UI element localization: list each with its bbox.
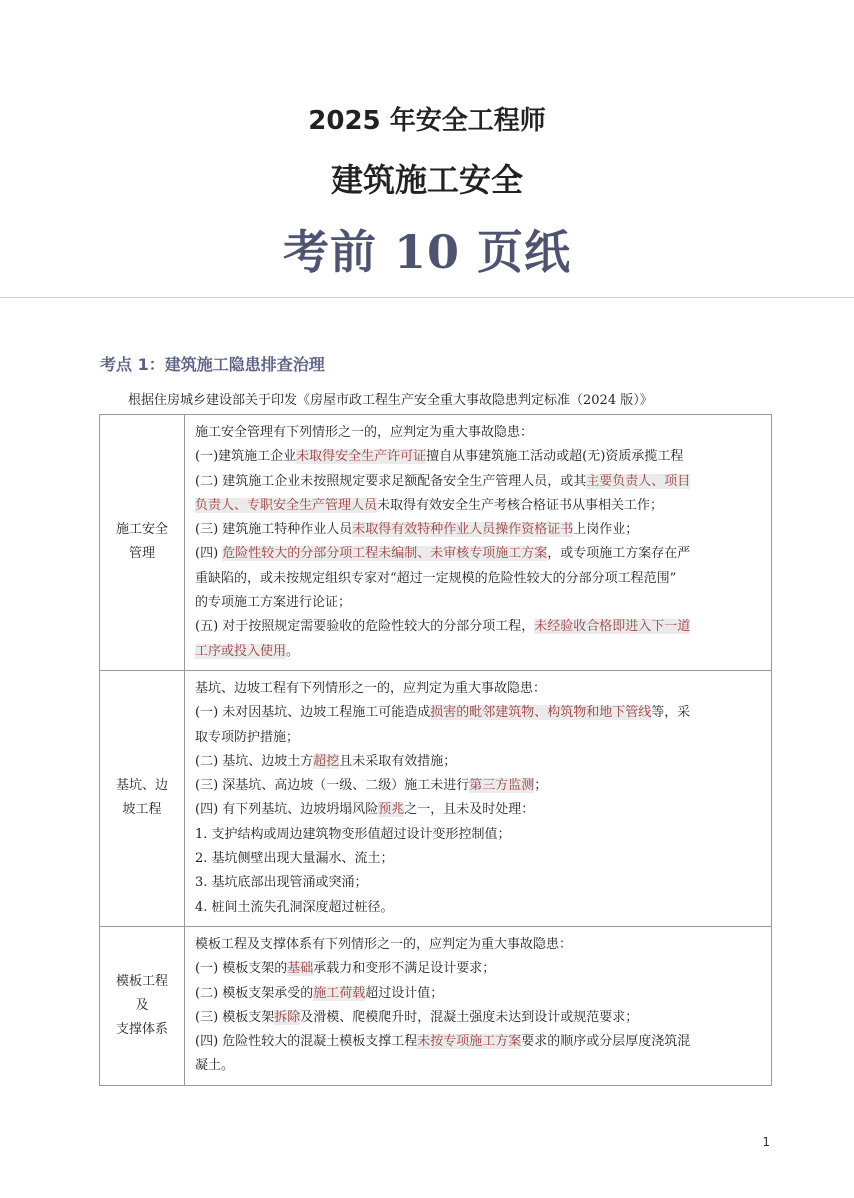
text-segment: (四)	[195, 546, 223, 562]
content-line	[195, 591, 763, 615]
content-line	[195, 896, 763, 920]
document-header	[0, 0, 854, 298]
text-segment: (二) 基坑、边坡土方	[195, 753, 314, 769]
text-segment: 要求的顺序或分层厚度浇筑混	[521, 1034, 691, 1050]
text-segment: 及滑模、爬模爬升时，混凝土强度未达到设计或规范要求；	[300, 1009, 639, 1025]
content-line	[195, 798, 763, 822]
highlighted-text: 未取得安全生产许可证	[296, 449, 427, 465]
content-line	[195, 494, 763, 518]
highlighted-text: 超挖	[313, 753, 340, 769]
text-segment: 上岗作业；	[573, 522, 639, 538]
page-number: 1	[762, 1135, 770, 1149]
text-segment: 2. 基坑侧壁出现大量漏水、流土；	[195, 851, 394, 867]
section-intro: 根据住房城乡建设部关于印发《房屋市政工程生产安全重大事故隐患判定标准（2024 版）》	[128, 393, 653, 408]
content-line	[195, 701, 763, 725]
content-cell	[185, 415, 772, 671]
content-line	[195, 1006, 763, 1030]
content-cell	[185, 670, 772, 926]
text-segment: 未取得有效安全生产考核合格证书从事相关工作；	[377, 497, 664, 513]
content-line	[195, 957, 763, 981]
content-line	[195, 470, 763, 494]
highlighted-text: 未取得有效特种作业人员操作资格证书	[352, 522, 574, 538]
header-subject-title: 建筑施工安全	[330, 161, 523, 199]
text-segment: (五) 对于按照规定需要验收的危险性较大的分部分项工程，	[195, 619, 535, 635]
text-segment: (一) 模板支架的	[195, 961, 288, 977]
text-segment: 承载力和变形不满足设计要求；	[313, 961, 496, 977]
highlighted-text: 工序或投入使用	[195, 643, 287, 659]
highlighted-text: 负责人、专职安全生产管理人员	[195, 497, 378, 513]
category-label: 模板工程	[115, 973, 168, 989]
text-segment: 之一，且未及时处理：	[404, 802, 535, 818]
category-label: 坡工程	[122, 802, 162, 818]
content-line	[195, 1054, 763, 1078]
text-segment: ；	[534, 778, 548, 794]
category-label: 施工安全	[115, 522, 168, 538]
text-segment: 基坑、边坡工程有下列情形之一的，应判定为重大事故隐患：	[195, 680, 547, 696]
content-line	[195, 518, 763, 542]
content-line	[195, 615, 763, 639]
content-line	[195, 774, 763, 798]
content-line	[195, 640, 763, 664]
text-segment: 模板工程及支撑体系有下列情形之一的，应判定为重大事故隐患：	[195, 936, 573, 952]
content-line	[195, 933, 763, 957]
content-cell	[185, 926, 772, 1085]
content-line	[195, 750, 763, 774]
text-segment: 1. 支护结构或周边建筑物变形值超过设计变形控制值；	[195, 826, 511, 842]
text-segment: 且未采取有效措施；	[339, 753, 457, 769]
content-line	[195, 823, 763, 847]
text-segment: 凝土。	[195, 1058, 235, 1074]
text-segment: (一) 未对因基坑、边坡工程施工可能造成	[195, 705, 431, 721]
text-segment: 3. 基坑底部出现管涌或突涌；	[195, 875, 368, 891]
text-segment: 擅自从事建筑施工活动或超(无)资质承揽工程	[426, 449, 684, 465]
text-segment: (三) 模板支架	[195, 1009, 275, 1025]
table-row	[100, 415, 772, 671]
category-label: 基坑、边	[115, 778, 168, 794]
text-segment: (四) 有下列基坑、边坡坍塌风险	[195, 802, 379, 818]
highlighted-text: 损害的毗邻建筑物、构筑物和地下管线	[430, 705, 652, 721]
highlighted-text: 预兆	[378, 802, 405, 818]
text-segment: 4. 桩间土流失孔洞深度超过桩径。	[195, 899, 394, 915]
content-line	[195, 1030, 763, 1054]
text-segment: (三) 建筑施工特种作业人员	[195, 522, 353, 538]
category-label: 支撑体系	[115, 1021, 168, 1037]
category-cell	[100, 415, 185, 671]
category-label: 管理	[128, 546, 155, 562]
highlighted-text: 主要负责人、项目	[586, 473, 691, 489]
content-line	[195, 567, 763, 591]
content-line	[195, 542, 763, 566]
section-title: 考点 1：建筑施工隐患排查治理	[100, 355, 325, 374]
highlighted-text: 危险性较大的分部分项工程未编制、未审核专项施工方案	[222, 546, 548, 562]
text-segment: 。	[286, 643, 300, 659]
content-line	[195, 726, 763, 750]
header-year-title: 2025 年安全工程师	[308, 106, 546, 136]
table-row	[100, 670, 772, 926]
table-row	[100, 926, 772, 1085]
hazard-table	[99, 414, 772, 1086]
highlighted-text: 拆除	[274, 1009, 301, 1025]
text-segment: (四) 危险性较大的混凝土模板支撑工程	[195, 1034, 418, 1050]
category-cell	[100, 670, 185, 926]
highlighted-text: 基础	[287, 961, 314, 977]
text-segment: ，或专项施工方案存在严	[547, 546, 691, 562]
text-segment: 取专项防护措施；	[195, 729, 300, 745]
content-line	[195, 421, 763, 445]
text-segment: (二) 建筑施工企业未按照规定要求足额配备安全生产管理人员，或其	[195, 473, 587, 489]
highlighted-text: 施工荷载	[313, 985, 366, 1001]
text-segment: (一)建筑施工企业	[195, 449, 297, 465]
highlighted-text: 未按专项施工方案	[417, 1034, 522, 1050]
text-segment: (二) 模板支架承受的	[195, 985, 314, 1001]
text-segment: 等，采	[651, 705, 691, 721]
text-segment: (三) 深基坑、高边坡（一级、二级）施工未进行	[195, 778, 470, 794]
text-segment: 施工安全管理有下列情形之一的，应判定为重大事故隐患：	[195, 425, 534, 440]
text-segment: 超过设计值；	[365, 985, 444, 1001]
text-segment: 的专项施工方案进行论证；	[195, 595, 352, 611]
content-line	[195, 445, 763, 469]
category-label: 及	[135, 997, 149, 1013]
category-cell	[100, 926, 185, 1085]
content-line	[195, 677, 763, 701]
highlighted-text: 未经验收合格即进入下一道	[534, 619, 691, 635]
header-main-title: 考前 10 页纸	[282, 225, 572, 279]
content-line	[195, 982, 763, 1006]
content-line	[195, 847, 763, 871]
text-segment: 重缺陷的，或未按规定组织专家对“超过一定规模的危险性较大的分部分项工程范围”	[195, 570, 677, 586]
content-line	[195, 871, 763, 895]
highlighted-text: 第三方监测	[469, 778, 535, 794]
